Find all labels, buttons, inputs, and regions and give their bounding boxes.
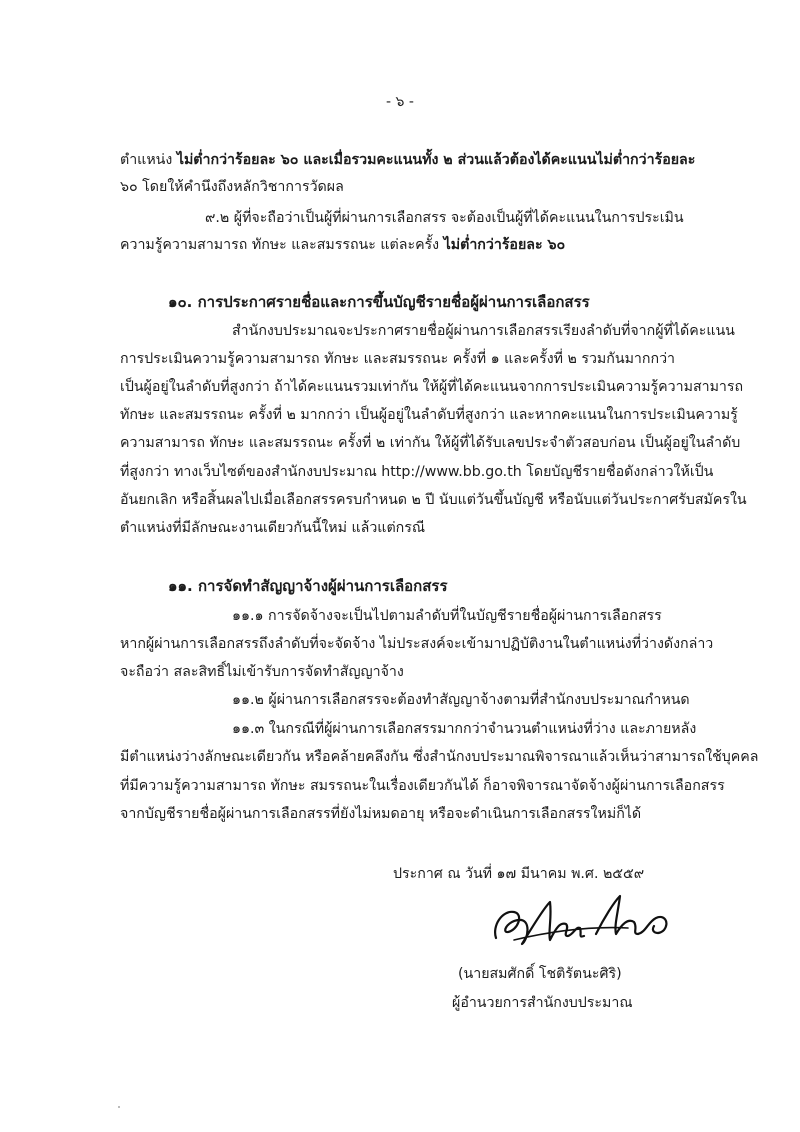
sec9-line-2: ๖๐ โดยให้คำนึงถึงหลักวิชาการวัดผล bbox=[120, 179, 344, 195]
signer-name: (นายสมศักดิ์ โชติรัตนะศิริ) bbox=[458, 966, 622, 982]
sec11-heading: ๑๑. การจัดทำสัญญาจ้างผู้ผ่านการเลือกสรร bbox=[168, 577, 448, 595]
sec9-line-1-text: ตำแหน่ง bbox=[120, 152, 177, 168]
sec11-line: ๑๑.๒ ผู้ผ่านการเลือกสรรจะต้องทำสัญญาจ้างตามที่สำนักงบประมาณกำหนด bbox=[232, 692, 690, 708]
sec10-line: ความสามารถ ทักษะ และสมรรถนะ ครั้งที่ ๒ เท่ากัน ให้ผู้ที่ได้รับเลขประจำตัวสอบก่อน เป็นผู้อยู่ในลำดับ bbox=[120, 435, 741, 451]
sec11-line: มีตำแหน่งว่างลักษณะเดียวกัน หรือคล้ายคลึงกัน ซึ่งสำนักงบประมาณพิจารณาแล้วเห็นว่าสามารถใช้บุคคล bbox=[120, 749, 759, 765]
sec10-line: อันยกเลิก หรือสิ้นผลไปเมื่อเลือกสรรครบกำหนด ๒ ปี นับแต่วันขึ้นบัญชี หรือนับแต่วันประกาศรับสมัครใน bbox=[120, 492, 747, 508]
announcement-date: ประกาศ ณ วันที่ ๑๗ มีนาคม พ.ศ. ๒๕๕๙ bbox=[393, 866, 645, 882]
sec9-line-3: ๙.๒ ผู้ที่จะถือว่าเป็นผู้ที่ผ่านการเลือกสรร จะต้องเป็นผู้ที่ได้คะแนนในการประเมิน bbox=[205, 210, 684, 226]
sec10-line: ทักษะ และสมรรถนะ ครั้งที่ ๒ มากกว่า เป็นผู้อยู่ในลำดับที่สูงกว่า และหากคะแนนในการประเมินความรู้ bbox=[120, 407, 738, 423]
sec10-line: สำนักงบประมาณจะประกาศรายชื่อผู้ผ่านการเลือกสรรเรียงลำดับที่จากผู้ที่ได้คะแนน bbox=[232, 323, 735, 339]
signer-title: ผู้อำนวยการสำนักงบประมาณ bbox=[452, 995, 633, 1011]
sec9-line-4 bbox=[120, 235, 565, 255]
sec10-heading: ๑๐. การประกาศรายชื่อและการขึ้นบัญชีรายชื่อผู้ผ่านการเลือกสรร bbox=[168, 293, 590, 311]
sec11-line: ๑๑.๑ การจัดจ้างจะเป็นไปตามลำดับที่ในบัญชีรายชื่อผู้ผ่านการเลือกสรร bbox=[232, 608, 662, 624]
signature-image bbox=[488, 888, 678, 950]
sec11-line: หากผู้ผ่านการเลือกสรรถึงลำดับที่จะจัดจ้าง ไม่ประสงค์จะเข้ามาปฏิบัติงานในตำแหน่งที่ว่างดังกล่าว bbox=[120, 636, 714, 652]
sec9-line-4-text: ความรู้ความสามารถ ทักษะ และสมรรถนะ แต่ละครั้ง bbox=[120, 237, 444, 253]
sec9-line-4-bold: ไม่ต่ำกว่าร้อยละ ๖๐ bbox=[443, 237, 566, 253]
sec10-line: เป็นผู้อยู่ในลำดับที่สูงกว่า ถ้าได้คะแนนรวมเท่ากัน ให้ผู้ที่ได้คะแนนจากการประเมินความรู้ความสามารถ bbox=[120, 379, 744, 395]
sec10-line: การประเมินความรู้ความสามารถ ทักษะ และสมรรถนะ ครั้งที่ ๑ และครั้งที่ ๒ รวมกันมากกว่า bbox=[120, 351, 676, 367]
sec11-line: ที่มีความรู้ความสามารถ ทักษะ สมรรถนะในเรื่องเดียวกันได้ ก็อาจพิจารณาจัดจ้างผู้ผ่านการเลือกสรร bbox=[120, 778, 725, 794]
sec11-line: จากบัญชีรายชื่อผู้ผ่านการเลือกสรรที่ยังไม่หมดอายุ หรือจะดำเนินการเลือกสรรใหม่ก็ได้ bbox=[120, 806, 642, 822]
sec10-line: ที่สูงกว่า ทางเว็บไซต์ของสำนักงบประมาณ http://www.bb.go.th โดยบัญชีรายชื่อดังกล่าวให้เป็น bbox=[120, 464, 714, 480]
sec9-line-1-bold: ไม่ต่ำกว่าร้อยละ ๖๐ และเมื่อรวมคะแนนทั้ง ๒ ส่วนแล้วต้องได้คะแนนไม่ต่ำกว่าร้อยละ bbox=[176, 152, 696, 168]
sec11-line: จะถือว่า สละสิทธิ์ไม่เข้ารับการจัดทำสัญญาจ้าง bbox=[120, 664, 404, 680]
scan-speck bbox=[118, 1106, 120, 1108]
sec11-line: ๑๑.๓ ในกรณีที่ผู้ผ่านการเลือกสรรมากกว่าจำนวนตำแหน่งที่ว่าง และภายหลัง bbox=[232, 721, 697, 737]
sec10-line: ตำแหน่งที่มีลักษณะงานเดียวกันนี้ใหม่ แล้วแต่กรณี bbox=[120, 520, 426, 536]
sec9-line-1 bbox=[120, 150, 695, 170]
page-number: - ๖ - bbox=[386, 94, 414, 110]
